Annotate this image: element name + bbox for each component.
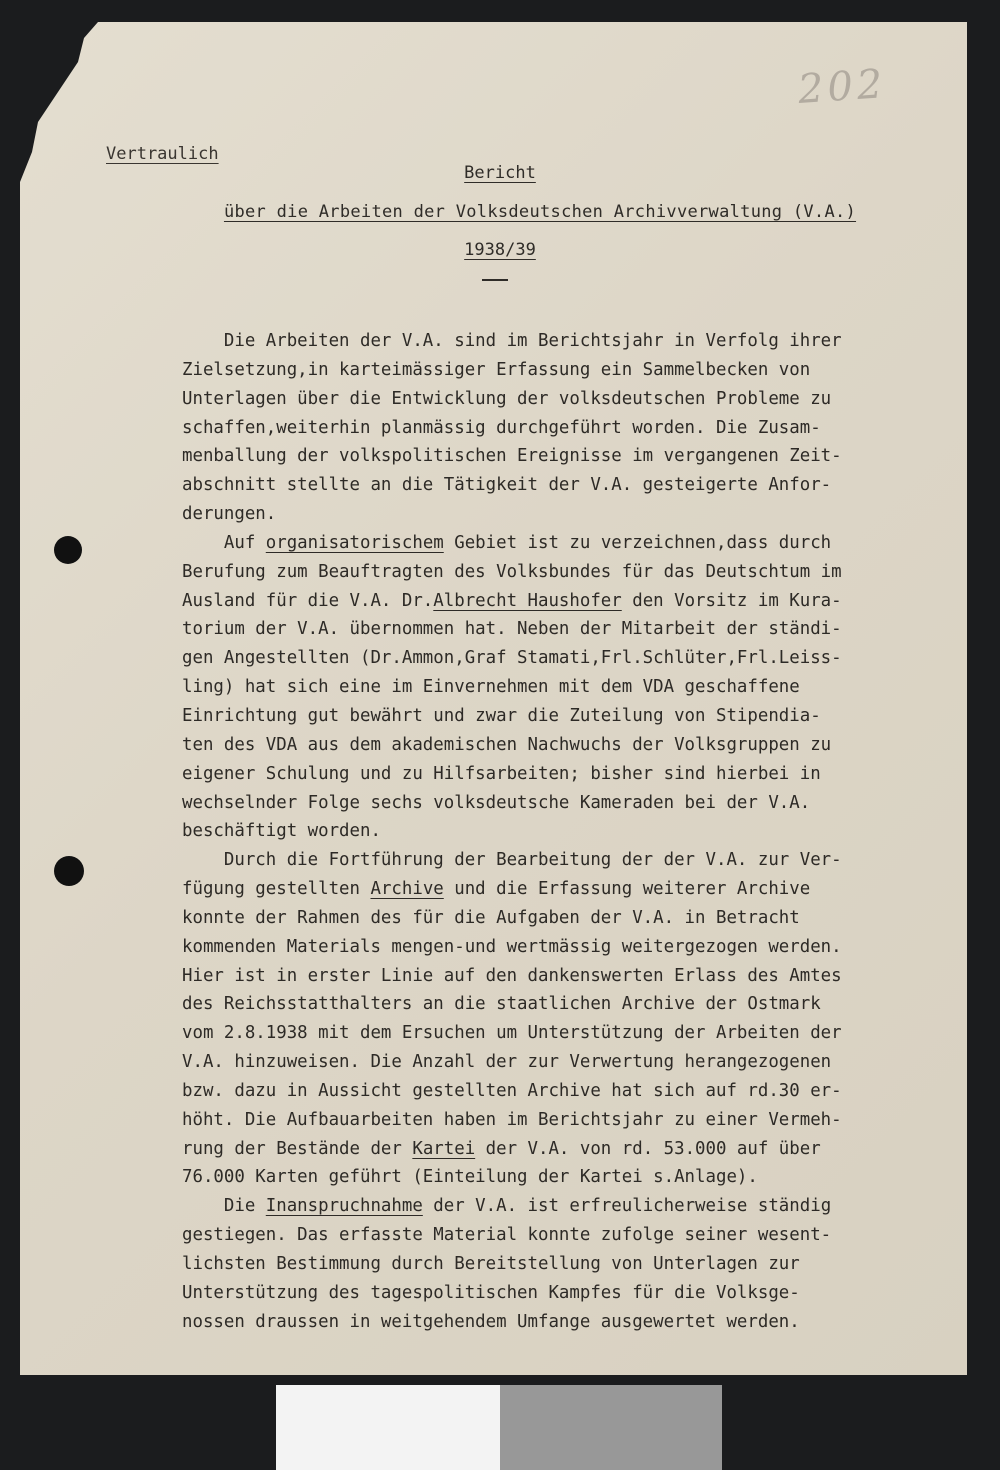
body-line: Unterlagen über die Entwicklung der volksdeutschen Probleme zu	[182, 388, 832, 409]
body-line: Unterstützung des tagespolitischen Kampfes für die Volksge-	[182, 1282, 800, 1303]
title-divider	[482, 279, 508, 281]
confidential-label: Vertraulich	[106, 144, 219, 164]
body-line: abschnitt stellte an die Tätigkeit der V.A. gesteigerte Anfor-	[182, 475, 832, 496]
body-line: kommenden Materials mengen-und wertmässig weitergezogen werden.	[182, 936, 842, 957]
body-line: Die Arbeiten der V.A. sind im Berichtsjahr in Verfolg ihrer	[182, 331, 842, 351]
underlined-term: Inanspruchnahme	[265, 1196, 423, 1217]
color-strip-white	[276, 1385, 500, 1470]
body-line: Die Inanspruchnahme der V.A. ist erfreulicherweise ständig	[182, 1196, 832, 1217]
body-line: Zielsetzung,in karteimässiger Erfassung ein Sammelbecken von	[182, 359, 811, 380]
body-line: Auf organisatorischem Gebiet ist zu verzeichnen,dass durch	[182, 532, 832, 553]
body-line: wechselnder Folge sechs volksdeutsche Kameraden bei der V.A.	[182, 792, 811, 813]
body-line: torium der V.A. übernommen hat. Neben der Mitarbeit der ständi-	[182, 619, 842, 640]
underlined-term: Archive	[370, 879, 444, 900]
body-line: fügung gestellten Archive und die Erfassung weiterer Archive	[182, 879, 811, 900]
report-title: Bericht	[464, 163, 536, 183]
body-line: derungen.	[182, 504, 277, 525]
body-line: gen Angestellten (Dr.Ammon,Graf Stamati,Frl.Schlüter,Frl.Leiss-	[182, 648, 842, 669]
report-body	[182, 327, 942, 1337]
body-line: Einrichtung gut bewährt und zwar die Zuteilung von Stipendia-	[182, 705, 821, 726]
body-line: rung der Bestände der Kartei der V.A. von rd. 53.000 auf über	[182, 1138, 821, 1159]
body-line: Durch die Fortführung der Bearbeitung der der V.A. zur Ver-	[182, 850, 842, 871]
body-line: 76.000 Karten geführt (Einteilung der Kartei s.Anlage).	[182, 1167, 758, 1188]
body-line: nossen draussen in weitgehendem Umfange ausgewertet werden.	[182, 1311, 800, 1332]
underlined-term: organisatorischem	[265, 532, 444, 553]
body-line: V.A. hinzuweisen. Die Anzahl der zur Verwertung herangezogenen	[182, 1052, 832, 1073]
body-line: gestiegen. Das erfasste Material konnte zufolge seiner wesent-	[182, 1225, 832, 1246]
underlined-term: Kartei	[412, 1138, 476, 1159]
body-line: Berufung zum Beauftragten des Volksbundes für das Deutschtum im	[182, 561, 842, 582]
body-line: ten des VDA aus dem akademischen Nachwuchs der Volksgruppen zu	[182, 734, 832, 755]
punch-hole	[54, 856, 84, 886]
color-strip-gray	[500, 1385, 722, 1470]
body-line: des Reichsstatthalters an die staatlichen Archive der Ostmark	[182, 994, 821, 1015]
body-line: menballung der volkspolitischen Ereignisse im vergangenen Zeit-	[182, 446, 842, 467]
body-line: ling) hat sich eine im Einvernehmen mit dem VDA geschaffene	[182, 677, 800, 698]
page-number: 202	[796, 60, 888, 114]
report-year: 1938/39	[464, 240, 536, 260]
report-subtitle: über die Arbeiten der Volksdeutschen Archivverwaltung (V.A.)	[223, 202, 857, 222]
body-line: bzw. dazu in Aussicht gestellten Archive hat sich auf rd.30 er-	[182, 1080, 842, 1101]
body-line: schaffen,weiterhin planmässig durchgeführt worden. Die Zusam-	[182, 417, 821, 438]
body-line: konnte der Rahmen des für die Aufgaben der V.A. in Betracht	[182, 907, 800, 928]
underlined-term: Albrecht Haushofer	[433, 590, 622, 611]
punch-hole	[54, 536, 82, 564]
body-line: beschäftigt worden.	[182, 821, 381, 842]
body-line: lichsten Bestimmung durch Bereitstellung von Unterlagen zur	[182, 1254, 800, 1274]
body-line: Hier ist in erster Linie auf den dankenswerten Erlass des Amtes	[182, 965, 842, 986]
body-line: eigener Schulung und zu Hilfsarbeiten; bisher sind hierbei in	[182, 763, 821, 784]
body-line: höht. Die Aufbauarbeiten haben im Berichtsjahr zu einer Vermeh-	[182, 1109, 842, 1130]
body-line: Ausland für die V.A. Dr.Albrecht Haushofer den Vorsitz im Kura-	[182, 590, 842, 611]
body-line: vom 2.8.1938 mit dem Ersuchen um Unterstützung der Arbeiten der	[182, 1023, 842, 1044]
